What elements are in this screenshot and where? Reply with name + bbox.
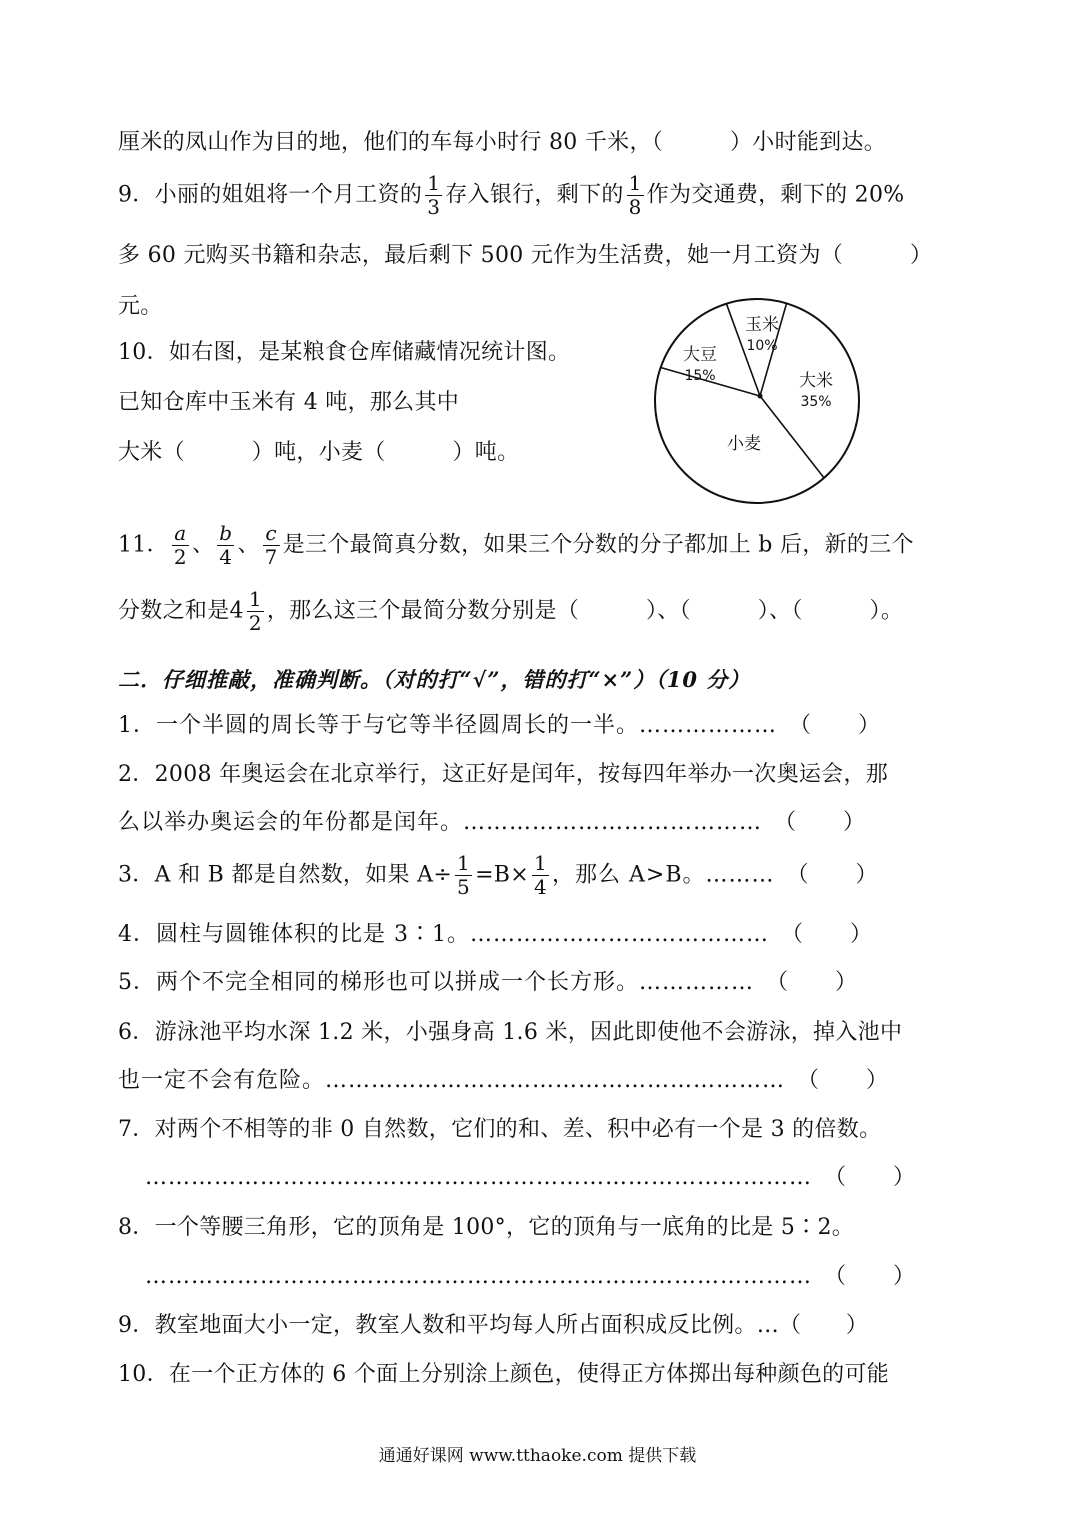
judge-3-text-b: =B× — [475, 862, 530, 888]
pie-slice-label: 大米 — [799, 371, 833, 391]
q9-text-c: 作为交通费，剩下的 20% — [646, 182, 905, 208]
q9-text-a: 9．小丽的姐姐将一个月工资的 — [118, 182, 423, 208]
q11-text-post: 是三个最简真分数，如果三个分数的分子都加上 b 后，新的三个 — [282, 532, 914, 558]
pie-center-dot — [758, 394, 763, 399]
q11-mixed-den: 2 — [248, 611, 262, 635]
q11-text-sum: 分数之和是 — [118, 598, 230, 624]
q11-fraction-b-den: 4 — [219, 545, 233, 569]
q11-fraction-a-den: 2 — [173, 545, 187, 569]
q11-text-answers: ，那么这三个最简分数分别是（ ）、（ ）、（ ）。 — [266, 598, 904, 624]
judge-3-text-a: 3．A 和 B 都是自然数，如果 A÷ — [118, 862, 453, 888]
judge-7-line-2: …………………………………………………………………………… （ ） — [145, 1165, 917, 1190]
q9-fraction-2 — [627, 172, 644, 219]
q11-fraction-a — [172, 522, 189, 569]
judge-3-fraction-2-den: 4 — [534, 875, 548, 899]
pie-slice-percent: 10% — [746, 338, 778, 354]
q10-line-1: 10．如右图，是某粮食仓库储藏情况统计图。 — [118, 340, 571, 365]
q11-fraction-b-num: b — [219, 521, 233, 545]
q9-line-1 — [118, 172, 904, 219]
q11-fraction-c — [263, 522, 280, 569]
judge-10-line-1: 10．在一个正方体的 6 个面上分别涂上颜色，使得正方体掷出每种颜色的可能 — [118, 1362, 890, 1387]
pie-slice-label: 小麦 — [727, 434, 761, 454]
q9-fraction-2-den: 8 — [628, 195, 642, 219]
q9-fraction-1-num: 1 — [427, 171, 441, 195]
judge-3-text-c: ，那么 A>B。……… （ ） — [552, 862, 879, 888]
q11-fraction-b — [217, 522, 234, 569]
q11-number: 11． — [118, 532, 169, 558]
judge-6-line-2: 也一定不会有危险。…………………………………………………… （ ） — [118, 1068, 890, 1093]
judge-2-line-2: 么以举办奥运会的年份都是闰年。………………………………… （ ） — [118, 810, 867, 835]
judge-7-line-1: 7．对两个不相等的非 0 自然数，它们的和、差、积中必有一个是 3 的倍数。 — [118, 1117, 882, 1142]
judge-6-line-1: 6．游泳池平均水深 1.2 米，小强身高 1.6 米，因此即使他不会游泳，掉入池中 — [118, 1020, 903, 1045]
judge-3-fraction-1-num: 1 — [457, 851, 471, 875]
judge-5: 5．两个不完全相同的梯形也可以拼成一个长方形。…………… （ ） — [118, 970, 858, 995]
storage-pie-chart — [652, 296, 862, 506]
judge-3-fraction-1-den: 5 — [457, 875, 471, 899]
q9-fraction-1 — [425, 172, 442, 219]
q11-line-1 — [118, 522, 914, 569]
judge-1: 1．一个半圆的周长等于与它等半径圆周长的一半。……………… （ ） — [118, 713, 881, 738]
q11-sep-1: 、 — [191, 532, 215, 558]
q11-mixed-num: 1 — [248, 587, 262, 611]
q11-mixed-fraction — [247, 588, 264, 635]
q9-line-3: 元。 — [118, 294, 163, 319]
q11-mixed-number — [230, 588, 267, 635]
judge-3-fraction-2 — [532, 852, 549, 899]
q11-mixed-whole: 4 — [229, 598, 244, 624]
q9-fraction-2-num: 1 — [628, 171, 642, 195]
q11-fraction-c-den: 7 — [264, 545, 278, 569]
pie-slice-label: 玉米 — [745, 315, 779, 335]
judge-3-fraction-2-num: 1 — [534, 851, 548, 875]
q11-fraction-a-num: a — [172, 522, 189, 546]
judge-9: 9．教室地面大小一定，教室人数和平均每人所占面积成反比例。…（ ） — [118, 1313, 869, 1338]
q8-line-end: 厘米的凤山作为目的地，他们的车每小时行 80 千米，（ ）小时能到达。 — [118, 130, 887, 155]
judge-8-line-2: …………………………………………………………………………… （ ） — [145, 1264, 917, 1289]
q11-line-2 — [118, 588, 903, 635]
judge-2-line-1: 2．2008 年奥运会在北京举行，这正好是闰年，按每四年举办一次奥运会，那 — [118, 762, 889, 787]
q9-line-2: 多 60 元购买书籍和杂志，最后剩下 500 元作为生活费，她一月工资为（ ） — [118, 243, 933, 268]
judge-8-line-1: 8．一个等腰三角形，它的顶角是 100°，它的顶角与一底角的比是 5∶2。 — [118, 1215, 855, 1240]
q11-sep-2: 、 — [237, 532, 260, 558]
section-2-title: 二．仔细推敲，准确判断。（对的打“√”，错的打“×”）（10 分） — [118, 667, 751, 692]
page-footer: 通通好课网 www.tthaoke.com 提供下载 — [378, 1446, 697, 1466]
judge-3 — [118, 852, 879, 899]
pie-slice-percent: 35% — [800, 394, 832, 410]
q9-text-b: 存入银行，剩下的 — [445, 182, 624, 208]
pie-slice-label: 大豆 — [683, 345, 717, 365]
q10-line-3: 大米（ ）吨，小麦（ ）吨。 — [118, 440, 520, 465]
judge-4: 4．圆柱与圆锥体积的比是 3∶1。………………………………… （ ） — [118, 922, 873, 947]
judge-3-fraction-1 — [455, 852, 472, 899]
q9-fraction-1-den: 3 — [427, 195, 441, 219]
pie-svg — [652, 296, 862, 506]
q10-line-2: 已知仓库中玉米有 4 吨，那么其中 — [118, 390, 460, 415]
pie-slice-percent: 15% — [684, 368, 716, 384]
q11-fraction-c-num: c — [263, 522, 280, 546]
